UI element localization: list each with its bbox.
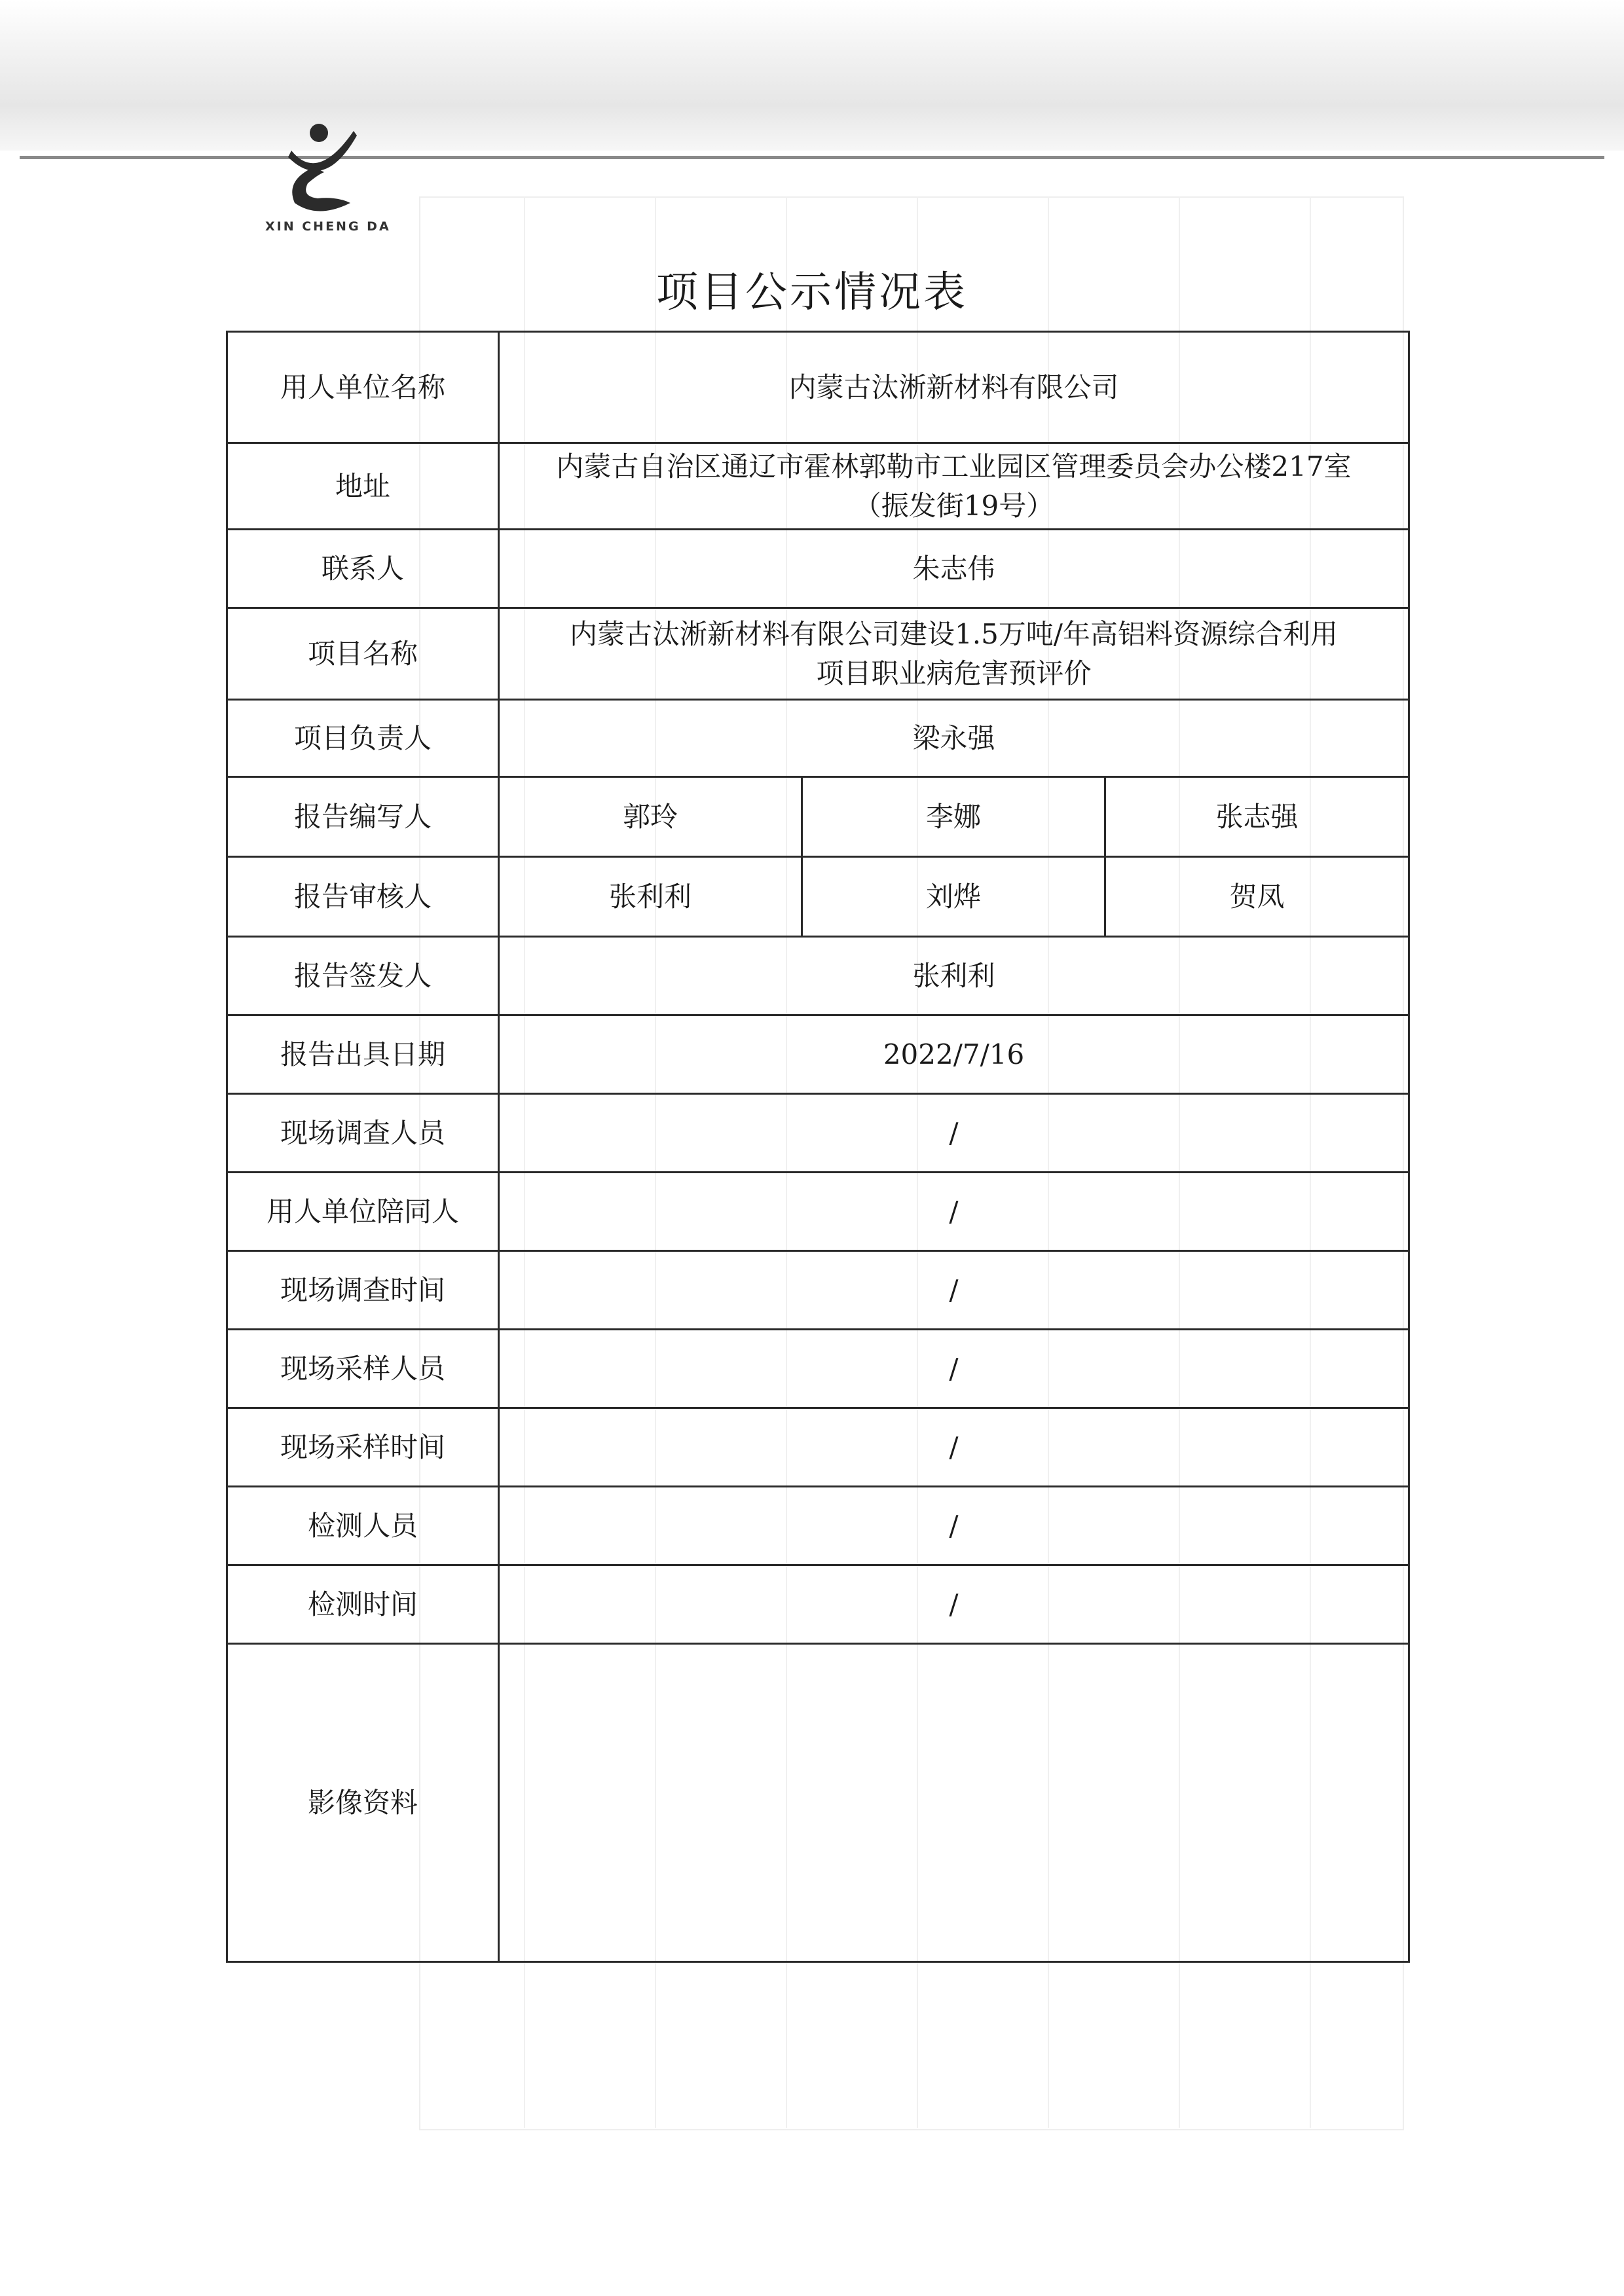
testing-staff-label: 检测人员 xyxy=(227,1487,499,1565)
xin-cheng-da-logo-icon xyxy=(278,121,363,219)
table-row xyxy=(227,530,1409,608)
images-value xyxy=(499,1644,1409,1962)
project-name-line-2: 项目职业病危害预评价 xyxy=(816,657,1092,689)
project-info-table xyxy=(226,331,1410,1963)
table-row xyxy=(227,332,1409,443)
survey-time-value: / xyxy=(499,1251,1409,1330)
address-line-2: （振发街19号） xyxy=(853,489,1054,522)
table-row xyxy=(227,1094,1409,1173)
address-label: 地址 xyxy=(227,443,499,530)
scan-header-band xyxy=(0,0,1624,151)
survey-staff-label: 现场调查人员 xyxy=(227,1094,499,1173)
report-reviewer-2: 刘烨 xyxy=(802,857,1105,937)
report-writer-1: 郭玲 xyxy=(499,777,802,857)
table-row xyxy=(227,937,1409,1015)
header-rule xyxy=(20,156,1604,159)
images-label: 影像资料 xyxy=(227,1644,499,1962)
project-name-value xyxy=(499,608,1409,700)
sampling-time-value: / xyxy=(499,1408,1409,1487)
employer-label: 用人单位名称 xyxy=(227,332,499,443)
contact-label: 联系人 xyxy=(227,530,499,608)
address-value xyxy=(499,443,1409,530)
contact-value: 朱志伟 xyxy=(499,530,1409,608)
employer-escort-value: / xyxy=(499,1173,1409,1251)
report-writer-3: 张志强 xyxy=(1105,777,1409,857)
employer-escort-label: 用人单位陪同人 xyxy=(227,1173,499,1251)
issue-date-label: 报告出具日期 xyxy=(227,1015,499,1094)
issue-date-value: 2022/7/16 xyxy=(499,1015,1409,1094)
testing-time-label: 检测时间 xyxy=(227,1565,499,1644)
testing-time-value: / xyxy=(499,1565,1409,1644)
project-leader-value: 梁永强 xyxy=(499,700,1409,777)
table-row xyxy=(227,1644,1409,1962)
table-row xyxy=(227,608,1409,700)
report-writer-2: 李娜 xyxy=(802,777,1105,857)
report-reviewer-3: 贺凤 xyxy=(1105,857,1409,937)
page-title: 项目公示情况表 xyxy=(656,268,968,317)
table-row xyxy=(227,1251,1409,1330)
report-reviewers-label: 报告审核人 xyxy=(227,857,499,937)
company-logo xyxy=(265,121,391,246)
table-row xyxy=(227,1330,1409,1408)
project-leader-label: 项目负责人 xyxy=(227,700,499,777)
table-row xyxy=(227,700,1409,777)
report-reviewer-1: 张利利 xyxy=(499,857,802,937)
survey-time-label: 现场调查时间 xyxy=(227,1251,499,1330)
employer-value: 内蒙古汰淅新材料有限公司 xyxy=(499,332,1409,443)
table-row xyxy=(227,1487,1409,1565)
report-writers-label: 报告编写人 xyxy=(227,777,499,857)
table-row xyxy=(227,1408,1409,1487)
table-row xyxy=(227,857,1409,937)
project-name-label: 项目名称 xyxy=(227,608,499,700)
table-row xyxy=(227,443,1409,530)
logo-text: XIN CHENG DA xyxy=(265,219,391,234)
table-row xyxy=(227,1565,1409,1644)
sampling-staff-value: / xyxy=(499,1330,1409,1408)
sampling-time-label: 现场采样时间 xyxy=(227,1408,499,1487)
table-row xyxy=(227,1173,1409,1251)
report-issuer-value: 张利利 xyxy=(499,937,1409,1015)
table-row xyxy=(227,1015,1409,1094)
address-line-1: 内蒙古自治区通辽市霍林郭勒市工业园区管理委员会办公楼217室 xyxy=(556,450,1352,483)
project-name-line-1: 内蒙古汰淅新材料有限公司建设1.5万吨/年高铝料资源综合利用 xyxy=(570,617,1338,650)
survey-staff-value: / xyxy=(499,1094,1409,1173)
testing-staff-value: / xyxy=(499,1487,1409,1565)
table-row xyxy=(227,777,1409,857)
report-issuer-label: 报告签发人 xyxy=(227,937,499,1015)
sampling-staff-label: 现场采样人员 xyxy=(227,1330,499,1408)
